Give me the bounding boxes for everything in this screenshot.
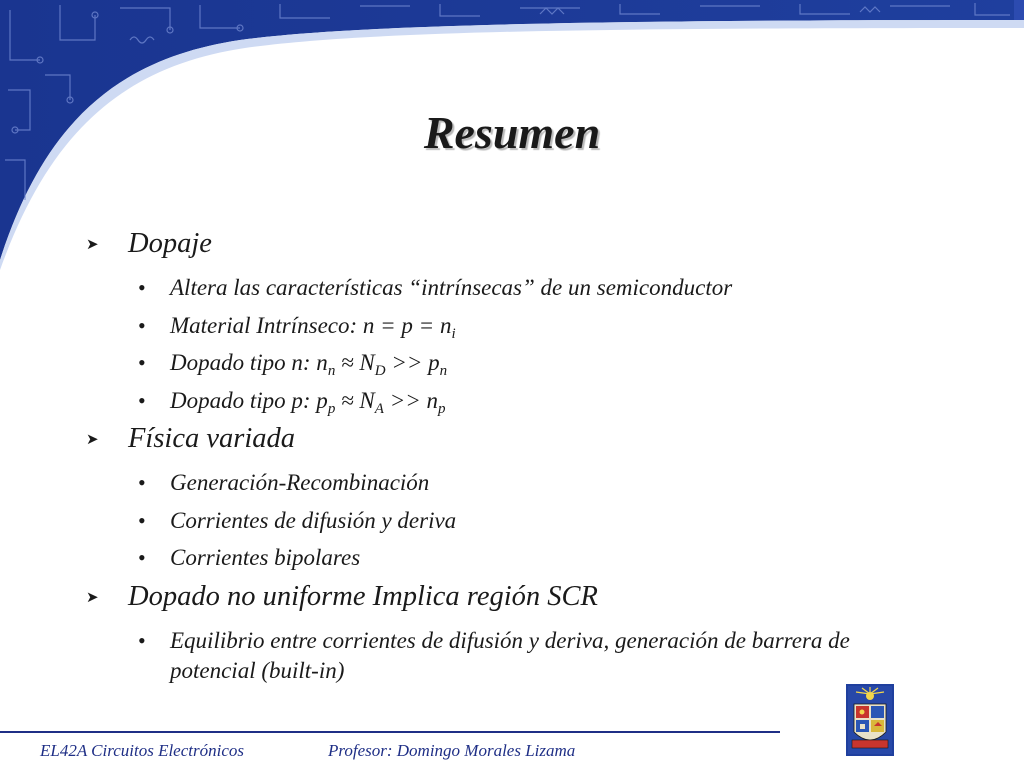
- list-item: • Altera las características “intrínsecas” de un semiconductor: [84, 269, 914, 307]
- arrowhead-icon: ➤: [86, 589, 99, 606]
- list-item: • Generación-Recombinación: [84, 464, 914, 502]
- bullet-dot-icon: •: [138, 545, 146, 570]
- footer-divider: [0, 731, 780, 733]
- bullet-dot-icon: •: [138, 627, 146, 653]
- bullet-dot-icon: •: [138, 470, 146, 495]
- slide-content: [84, 224, 914, 686]
- list-item: • Corrientes de difusión y deriva: [84, 502, 914, 540]
- list-item: • Material Intrínseco: $n = p = n_i$: [84, 307, 914, 345]
- bullet-dot-icon: •: [138, 275, 146, 300]
- arrowhead-icon: ➤: [86, 432, 99, 448]
- section-dopaje: [84, 224, 914, 419]
- list-item: • Equilibrio entre corrientes de difusión y deriva, generación de barrera de potencial (built-in): [84, 622, 914, 686]
- arrowhead-icon: ➤: [86, 237, 99, 253]
- section-heading: ➤ Dopado no uniforme Implica región SCR: [84, 577, 914, 621]
- university-crest-icon: [846, 684, 894, 756]
- section-heading: ➤ Dopaje: [84, 224, 914, 268]
- footer-course: EL42A Circuitos Electrónicos: [40, 741, 244, 760]
- bullet-dot-icon: •: [138, 507, 146, 533]
- footer-professor: Profesor: Domingo Morales Lizama: [328, 741, 576, 760]
- slide-title: Resumen: [423, 107, 601, 158]
- bullet-dot-icon: •: [138, 350, 146, 375]
- bullet-dot-icon: •: [138, 312, 146, 338]
- list-item: • Corrientes bipolares: [84, 539, 914, 577]
- section-dopado-no-uniforme: [84, 577, 914, 686]
- list-item: • Dopado tipo p: $p_p \approx N_A >> n_p$: [84, 382, 914, 420]
- section-fisica: [84, 419, 914, 577]
- section-heading: ➤ Física variada: [84, 419, 914, 463]
- bullet-dot-icon: •: [138, 387, 146, 413]
- list-item: • Dopado tipo n: $n_n \approx N_D >> p_n$: [84, 344, 914, 382]
